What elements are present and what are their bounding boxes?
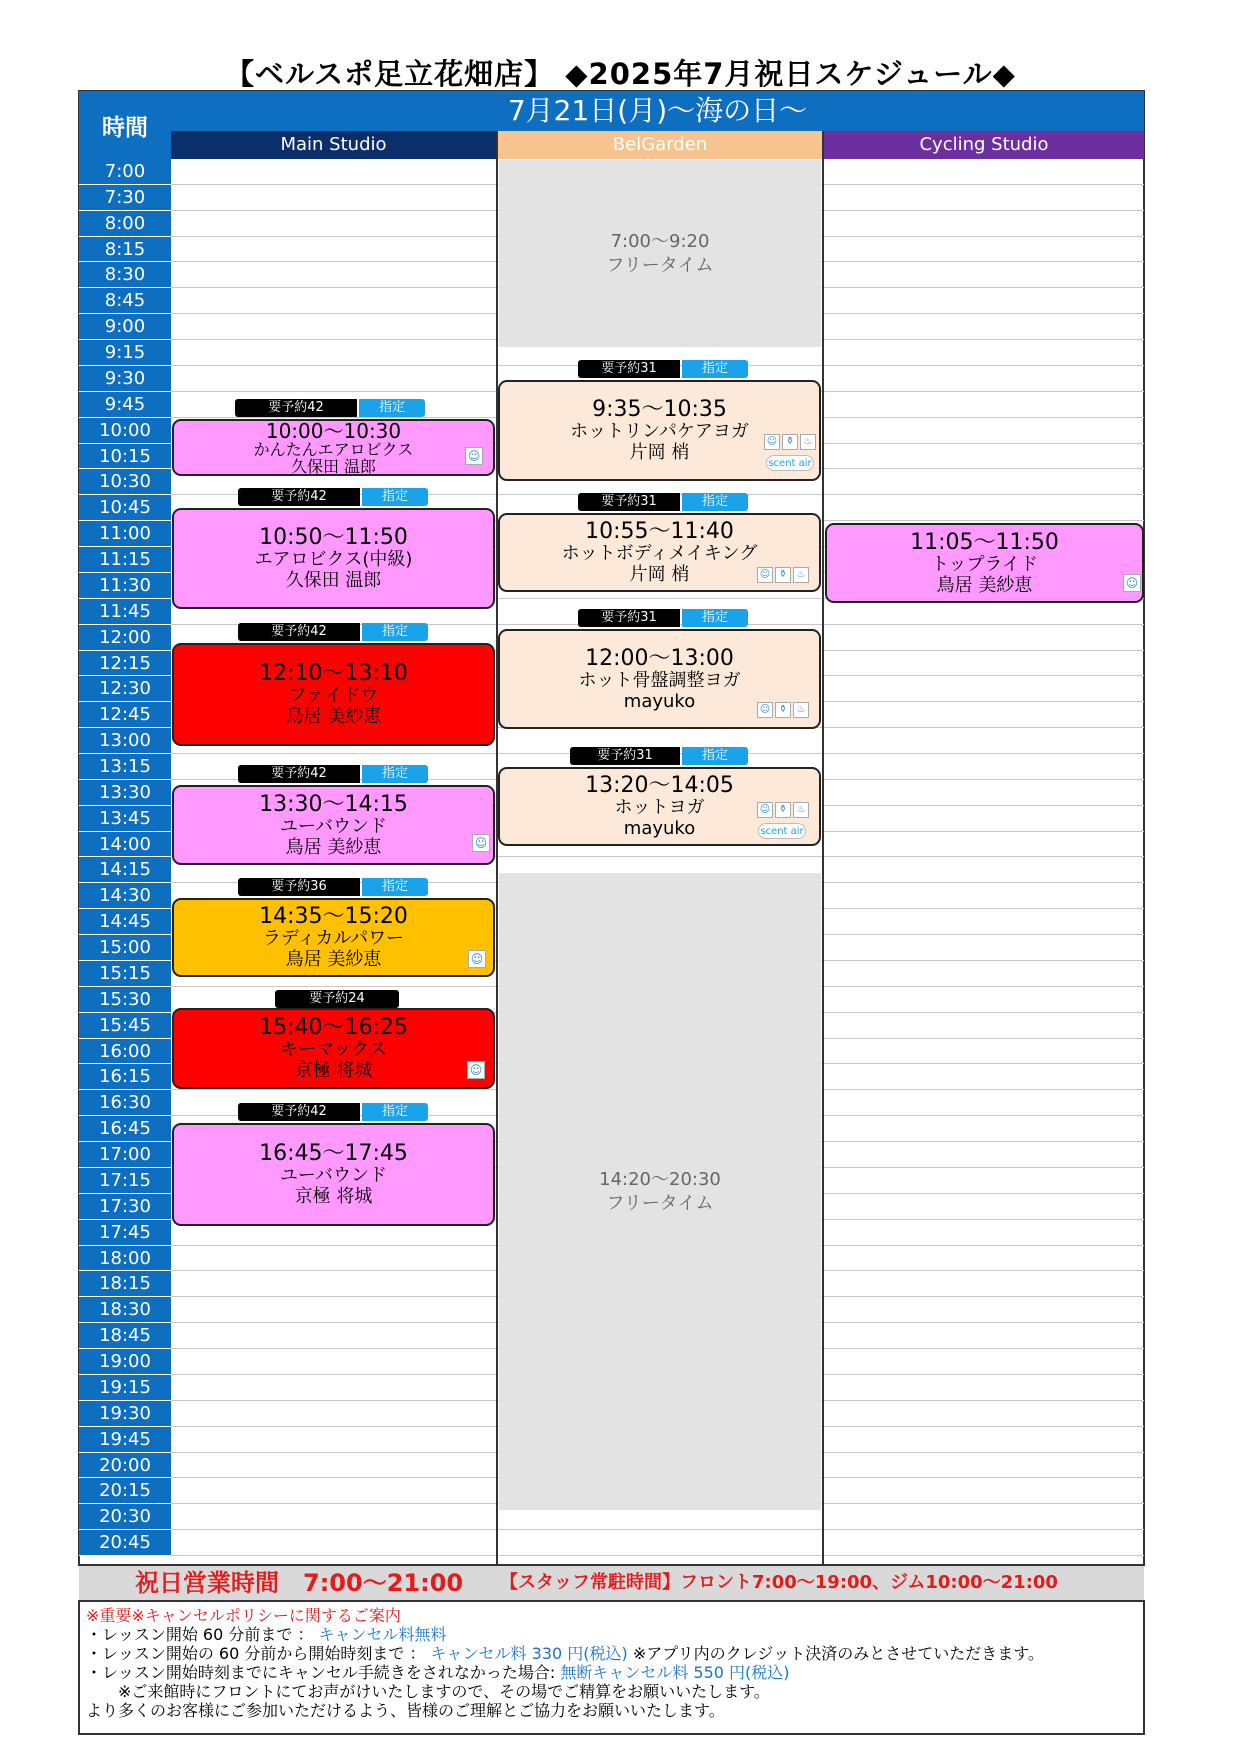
lesson-name: キーマックス (279, 1039, 388, 1060)
amenity-icons (757, 567, 809, 583)
bottle-icon: ⚱ (775, 567, 791, 583)
holiday-hours: 祝日営業時間 7:00～21:00 (135, 1569, 464, 1597)
free-time-label: フリータイム (606, 1192, 714, 1214)
page-title: 【ベルスポ足立花畑店】 ◆2025年7月祝日スケジュール◆ (225, 57, 1016, 91)
mat-icon: ♨ (793, 802, 809, 818)
time-label: 8:15 (104, 238, 146, 260)
lesson-card[interactable] (172, 419, 495, 476)
lesson-instructor: 片岡 梢 (629, 564, 690, 585)
lesson-card[interactable] (172, 1123, 495, 1226)
lesson-name: ユーバウンド (279, 1165, 388, 1186)
lesson-time: 9:35～10:35 (592, 397, 727, 422)
time-label: 7:00 (104, 161, 146, 182)
time-label: 16:45 (99, 1118, 151, 1140)
lesson-name: かんたんエアロビクス (253, 439, 414, 459)
lesson-time: 13:20～14:05 (585, 773, 734, 798)
time-label: 16:30 (99, 1092, 151, 1114)
time-label: 7:30 (104, 186, 146, 208)
bottle-icon: ⚱ (775, 702, 791, 718)
lesson-card[interactable] (172, 1008, 495, 1089)
time-label: 8:30 (104, 264, 146, 286)
notes-text: ・レッスン開始の 60 分前から開始時刻まで ： (86, 1644, 431, 1663)
lesson-card[interactable] (172, 508, 495, 609)
time-label: 9:15 (104, 342, 146, 364)
time-label: 19:45 (99, 1428, 151, 1450)
lesson-instructor: 久保田 温郎 (285, 570, 382, 591)
notes-line: ※ご来館時にフロントにてお声がけいたしますので、その場でご精算をお願いいたします。 (86, 1682, 770, 1701)
mat-icon: ♨ (800, 434, 816, 450)
time-label: 13:30 (99, 781, 151, 803)
time-label: 13:45 (99, 807, 151, 829)
time-label: 18:15 (99, 1273, 151, 1295)
lesson-time: 12:10～13:10 (259, 661, 408, 686)
time-label: 17:45 (99, 1221, 151, 1243)
towel-icon: ☺ (764, 434, 780, 450)
time-label: 9:45 (104, 393, 146, 415)
lesson-instructor: 鳥居 美紗恵 (285, 949, 382, 970)
reserve-tag: 要予約31 (570, 747, 680, 765)
reserve-tag: 要予約42 (235, 399, 357, 417)
time-label: 11:00 (99, 523, 151, 545)
lesson-name: ホットボディメイキング (561, 543, 758, 564)
mat-icon: ♨ (793, 567, 809, 583)
time-label: 12:15 (99, 652, 151, 674)
notes-line (86, 1644, 1137, 1663)
designated-tag: 指定 (362, 1103, 428, 1121)
mat-icon: ♨ (793, 702, 809, 718)
time-label: 16:15 (99, 1066, 151, 1088)
time-label: 11:30 (99, 574, 151, 596)
reserve-tag: 要予約36 (238, 878, 360, 896)
time-label: 15:45 (99, 1014, 151, 1036)
lesson-instructor: mayuko (623, 690, 696, 712)
notes-fee: キャンセル料 330 円(税込) (430, 1644, 628, 1663)
time-label: 10:45 (99, 497, 151, 519)
smile-icon: ☺ (1123, 574, 1141, 592)
lesson-name: ホット骨盤調整ヨガ (578, 669, 741, 691)
grid-line (171, 1555, 1144, 1556)
lesson-instructor: mayuko (623, 818, 696, 839)
time-separator (79, 1555, 171, 1556)
notes-line (86, 1663, 1137, 1682)
lesson-instructor: 鳥居 美紗恵 (285, 836, 382, 858)
time-label: 12:30 (99, 678, 151, 700)
time-label: 14:00 (99, 833, 151, 855)
lesson-name: ホットヨガ (614, 797, 705, 818)
column-divider (822, 131, 824, 1566)
notes-fee: キャンセル料無料 (318, 1625, 447, 1644)
free-time-block (499, 160, 821, 347)
free-time-time: 14:20～20:30 (599, 1168, 721, 1190)
time-label: 20:00 (99, 1454, 151, 1476)
designated-tag: 指定 (682, 360, 748, 378)
time-label: 20:30 (99, 1506, 151, 1528)
lesson-instructor: 片岡 梢 (629, 442, 690, 463)
time-label: 20:45 (99, 1532, 151, 1554)
designated-tag: 指定 (362, 623, 428, 641)
time-label: 18:45 (99, 1325, 151, 1347)
time-label: 17:30 (99, 1195, 151, 1217)
time-label: 16:00 (99, 1040, 151, 1062)
studio-header-belgarden: BelGarden (498, 131, 822, 159)
reserve-tag: 要予約42 (238, 1103, 360, 1121)
bottle-icon: ⚱ (782, 434, 798, 450)
designated-tag: 指定 (362, 878, 428, 896)
lesson-name: ラディカルパワー (262, 928, 405, 949)
designated-tag: 指定 (362, 765, 428, 783)
lesson-name: エアロビクス(中級) (254, 549, 413, 570)
lesson-time: 11:05～11:50 (910, 529, 1059, 555)
studio-header-cycling: Cycling Studio (824, 131, 1144, 159)
time-label: 13:00 (99, 730, 151, 752)
reserve-tag: 要予約31 (578, 493, 680, 511)
scent-air-icon: scent air (758, 823, 806, 839)
time-label: 10:30 (99, 471, 151, 493)
reserve-tag: 要予約42 (238, 765, 360, 783)
lesson-instructor: 鳥居 美紗恵 (936, 574, 1033, 596)
time-label: 15:15 (99, 962, 151, 984)
time-label: 8:00 (104, 212, 146, 234)
towel-icon: ☺ (757, 802, 773, 818)
lesson-time: 15:40～16:25 (259, 1015, 408, 1040)
scent-air-icon: scent air (766, 455, 814, 471)
reserve-tag: 要予約42 (238, 488, 360, 506)
lesson-time: 12:00～13:00 (585, 645, 734, 671)
free-time-time: 7:00～9:20 (610, 230, 710, 252)
time-label: 9:00 (104, 316, 146, 338)
smile-icon: ☺ (465, 447, 483, 465)
designated-tag: 指定 (682, 747, 748, 765)
lesson-card[interactable] (172, 785, 495, 865)
designated-tag: 指定 (359, 399, 425, 417)
reserve-tag: 要予約31 (578, 609, 680, 627)
lesson-name: トップライド (931, 553, 1038, 575)
free-time-block (499, 873, 821, 1510)
bottle-icon: ⚱ (775, 802, 791, 818)
amenity-icons (757, 702, 809, 718)
designated-tag: 指定 (682, 493, 748, 511)
amenity-icons (757, 802, 809, 818)
time-header: 時間 (79, 91, 171, 159)
grid-line (171, 1529, 1144, 1530)
column-divider (496, 131, 498, 1566)
time-label: 19:30 (99, 1402, 151, 1424)
time-label: 10:15 (99, 445, 151, 467)
lesson-time: 13:30～14:15 (259, 791, 408, 817)
notes-line: より多くのお客様にご参加いただけるよう、皆様のご理解とご協力をお願いいたします。 (86, 1701, 725, 1720)
notes-fee: 無断キャンセル料 550 円(税込) (560, 1663, 790, 1682)
lesson-time: 10:00～10:30 (265, 418, 402, 443)
time-label: 19:15 (99, 1376, 151, 1398)
lesson-instructor: 京極 将城 (294, 1060, 373, 1081)
towel-icon: ☺ (757, 567, 773, 583)
time-label: 11:15 (99, 549, 151, 571)
lesson-time: 16:45～17:45 (259, 1141, 408, 1166)
time-label: 8:45 (104, 290, 146, 312)
cancel-policy-notes (78, 1600, 1145, 1735)
time-label: 18:00 (99, 1247, 151, 1269)
designated-tag: 指定 (362, 488, 428, 506)
reserve-tag: 要予約42 (238, 623, 360, 641)
lesson-instructor: 久保田 温郎 (290, 456, 377, 476)
time-label: 12:45 (99, 704, 151, 726)
free-time-label: フリータイム (606, 254, 714, 276)
lesson-card[interactable] (825, 523, 1144, 603)
lesson-name: ホットリンパケアヨガ (570, 421, 749, 442)
staff-hours: 【スタッフ常駐時間】フロント7:00～19:00、ジム10:00～21:00 (500, 1572, 1058, 1593)
smile-icon: ☺ (472, 834, 490, 852)
lesson-time: 10:55～11:40 (585, 519, 734, 544)
date-header: 7月21日(月)～海の日～ (171, 91, 1144, 131)
time-label: 15:30 (99, 988, 151, 1010)
time-label: 20:15 (99, 1480, 151, 1502)
designated-tag: 指定 (682, 609, 748, 627)
time-label: 17:15 (99, 1169, 151, 1191)
lesson-name: ファイドウ (288, 685, 379, 706)
smile-icon: ☺ (467, 1061, 485, 1079)
time-label: 12:00 (99, 626, 151, 648)
lesson-name: ユーバウンド (279, 815, 388, 837)
notes-text: ・レッスン開始 60 分前まで ： (86, 1625, 319, 1644)
time-label: 9:30 (104, 367, 146, 389)
smile-icon: ☺ (468, 950, 486, 968)
time-label: 17:00 (99, 1144, 151, 1166)
towel-icon: ☺ (757, 702, 773, 718)
lesson-time: 14:35～15:20 (259, 904, 408, 929)
time-label: 11:45 (99, 600, 151, 622)
lesson-instructor: 鳥居 美紗恵 (285, 706, 382, 727)
notes-heading: ※重要※キャンセルポリシーに関するご案内 (86, 1606, 401, 1625)
time-label: 15:00 (99, 937, 151, 959)
time-label: 14:30 (99, 885, 151, 907)
time-label: 19:00 (99, 1351, 151, 1373)
studio-header-main: Main Studio (171, 131, 496, 159)
lesson-card[interactable] (172, 643, 495, 746)
notes-line (86, 1625, 1137, 1644)
time-label: 13:15 (99, 756, 151, 777)
lesson-time: 10:50～11:50 (259, 525, 408, 550)
reserve-tag: 要予約24 (275, 990, 399, 1008)
time-label: 18:30 (99, 1299, 151, 1321)
amenity-icons (764, 434, 816, 450)
time-label: 14:45 (99, 911, 151, 933)
lesson-instructor: 京極 将城 (294, 1186, 373, 1207)
notes-text: ※アプリ内のクレジット決済のみとさせていただきます。 (627, 1644, 1044, 1663)
reserve-tag: 要予約31 (578, 360, 680, 378)
time-label: 10:00 (99, 419, 151, 441)
time-label: 14:15 (99, 859, 151, 881)
notes-text: ・レッスン開始時刻までにキャンセル手続きをされなかった場合: (86, 1663, 561, 1682)
lesson-card[interactable] (172, 898, 495, 977)
